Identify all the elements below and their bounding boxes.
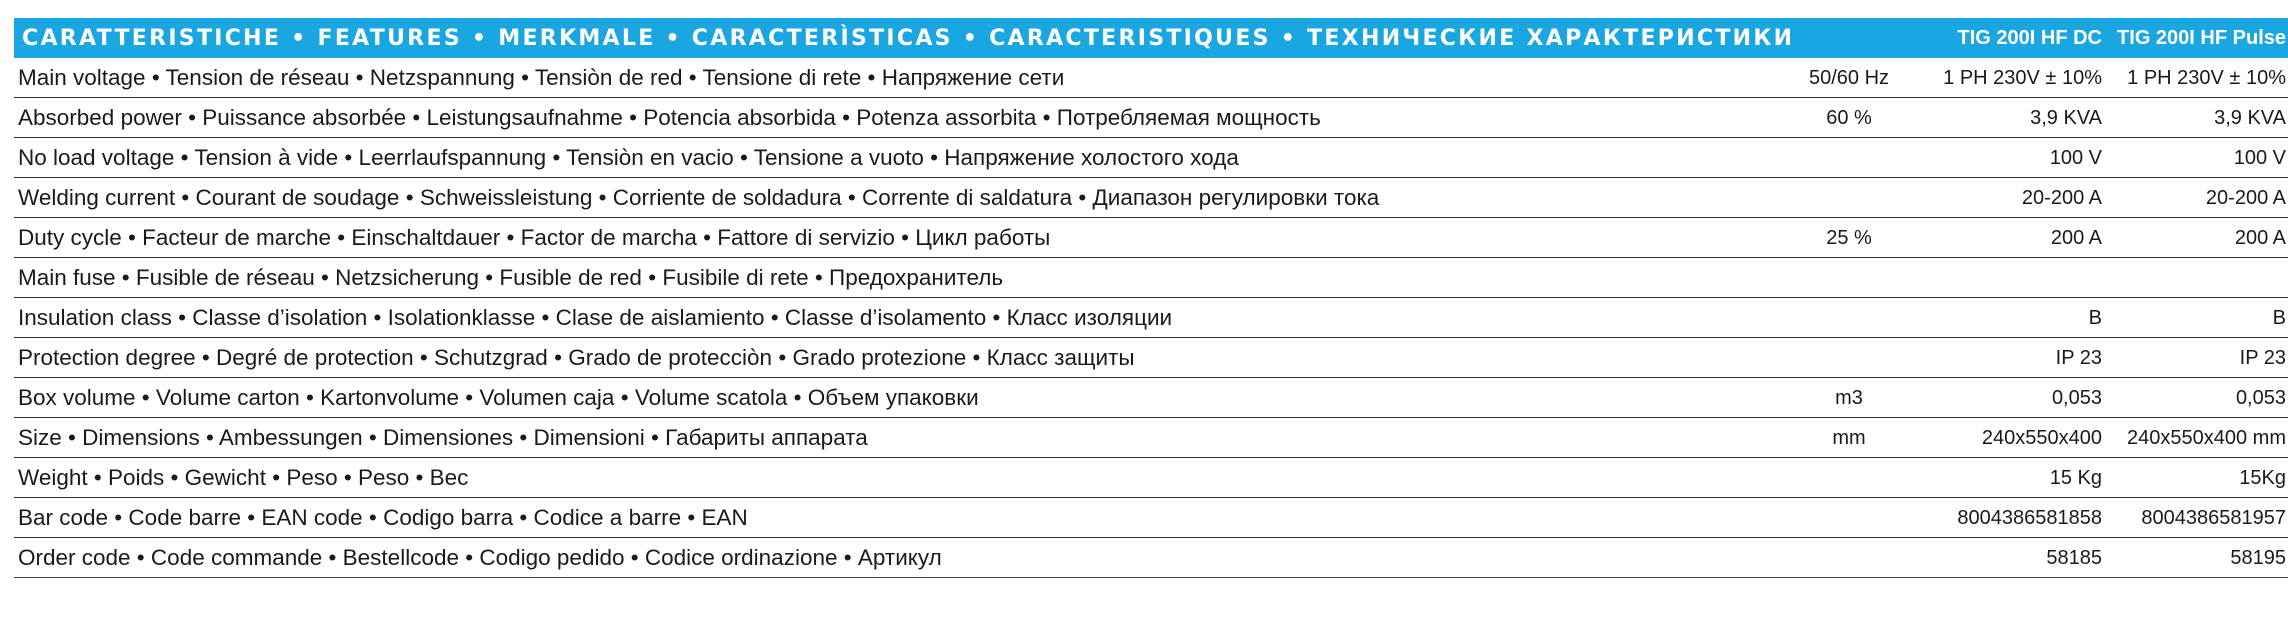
- row-unit: [1794, 258, 1904, 298]
- table-row: [14, 258, 2288, 298]
- row-value-dc: 20-200 A: [2021, 186, 2102, 209]
- row-label: Size • Dimensions • Ambessungen • Dimensiones • Dimensioni • Габариты аппарата: [18, 425, 868, 450]
- table-row: [14, 418, 2288, 458]
- row-value-dc: 3,9 KVA: [2030, 106, 2102, 129]
- row-value-pulse: B: [2272, 306, 2286, 329]
- row-label: Weight • Poids • Gewicht • Peso • Peso • Bec: [18, 465, 469, 490]
- row-unit: mm: [1832, 426, 1866, 449]
- row-label: Order code • Code commande • Bestellcode • Codigo pedido • Codice ordinazione • Артикул: [18, 545, 942, 570]
- row-unit: 50/60 Hz: [1808, 66, 1890, 89]
- row-value-pulse: 8004386581957: [2141, 506, 2286, 529]
- row-value-pulse: 58195: [2230, 546, 2286, 569]
- table-row: [14, 498, 2288, 538]
- row-label: Bar code • Code barre • EAN code • Codigo barra • Codice a barre • EAN: [18, 505, 748, 530]
- table-row: [14, 378, 2288, 418]
- table-row: [14, 538, 2288, 578]
- row-value-dc: 58185: [2046, 546, 2102, 569]
- row-value-dc: 1 PH 230V ± 10%: [1943, 66, 2102, 89]
- row-label: Protection degree • Degré de protection • Schutzgrad • Grado de protecciòn • Grado protezione • Класс защиты: [18, 345, 1135, 370]
- table-header-bar: [14, 18, 2288, 58]
- row-value-dc: IP 23: [2055, 346, 2102, 369]
- table-row: [14, 58, 2288, 98]
- table-row: [14, 138, 2288, 178]
- row-label: No load voltage • Tension à vide • Leerrlaufspannung • Tensiòn en vacio • Tensione a vuoto • Напряжение холостого хода: [18, 145, 1239, 170]
- row-label: Welding current • Courant de soudage • Schweissleistung • Corriente de soldadura • Corrente di saldatura • Диапазон регулировки тока: [18, 185, 1380, 210]
- row-unit: [1794, 298, 1904, 338]
- model-header-dc: TIG 200I HF DC: [1957, 26, 2102, 49]
- table-row: [14, 98, 2288, 138]
- row-unit: [1794, 458, 1904, 498]
- model-header-pulse: TIG 200I HF Pulse: [2117, 26, 2286, 49]
- row-value-pulse: [2108, 258, 2286, 298]
- row-value-pulse: 1 PH 230V ± 10%: [2127, 66, 2286, 89]
- row-value-pulse: 100 V: [2233, 146, 2286, 169]
- row-value-dc: 100 V: [2049, 146, 2102, 169]
- row-unit: [1794, 498, 1904, 538]
- specifications-table: [14, 18, 2288, 578]
- table-row: [14, 298, 2288, 338]
- row-unit: [1794, 338, 1904, 378]
- row-label: Absorbed power • Puissance absorbée • Leistungsaufnahme • Potencia absorbida • Potenza assorbita • Потребляемая мощность: [18, 105, 1321, 130]
- row-value-pulse: 0,053: [2235, 386, 2286, 409]
- row-unit: [1794, 138, 1904, 178]
- row-label: Duty cycle • Facteur de marche • Einschaltdauer • Factor de marcha • Fattore di servizio • Цикл работы: [18, 225, 1051, 250]
- row-value-pulse: 20-200 A: [2205, 186, 2286, 209]
- table-row: [14, 218, 2288, 258]
- row-unit: [1794, 538, 1904, 578]
- row-value-dc: 0,053: [2051, 386, 2102, 409]
- row-value-dc: B: [2088, 306, 2102, 329]
- table-row: [14, 178, 2288, 218]
- table-header-title: CARATTERISTICHE • FEATURES • MERKMALE • CARACTERÌSTICAS • CARACTERISTIQUES • ТЕХНИЧЕСКИЕ ХАРАКТЕРИСТИКИ: [22, 25, 1795, 51]
- row-value-dc: [1926, 258, 2102, 298]
- table-row: [14, 458, 2288, 498]
- row-value-pulse: 15Kg: [2239, 466, 2286, 489]
- row-unit: m3: [1835, 386, 1863, 409]
- row-value-dc: 15 Kg: [2049, 466, 2102, 489]
- row-value-pulse: 240x550x400 mm: [2127, 426, 2286, 449]
- row-unit: 60 %: [1826, 106, 1872, 129]
- row-value-dc: 240x550x400: [1981, 426, 2102, 449]
- row-value-dc: 8004386581858: [1957, 506, 2102, 529]
- row-label: Main fuse • Fusible de réseau • Netzsicherung • Fusible de red • Fusibile di rete • Предохранитель: [18, 265, 1004, 290]
- row-value-pulse: 200 A: [2234, 226, 2286, 249]
- row-value-pulse: IP 23: [2239, 346, 2286, 369]
- row-value-pulse: 3,9 KVA: [2214, 106, 2286, 129]
- row-unit: 25 %: [1826, 226, 1872, 249]
- row-label: Box volume • Volume carton • Kartonvolume • Volumen caja • Volume scatola • Объем упаковки: [18, 385, 979, 410]
- row-unit: [1794, 178, 1904, 218]
- row-label: Insulation class • Classe d’isolation • Isolationklasse • Clase de aislamiento • Classe d’isolamento • Класс изоляции: [18, 305, 1173, 330]
- row-label: Main voltage • Tension de réseau • Netzspannung • Tensiòn de red • Tensione di rete • Напряжение сети: [18, 65, 1065, 90]
- table-row: [14, 338, 2288, 378]
- row-value-dc: 200 A: [2050, 226, 2102, 249]
